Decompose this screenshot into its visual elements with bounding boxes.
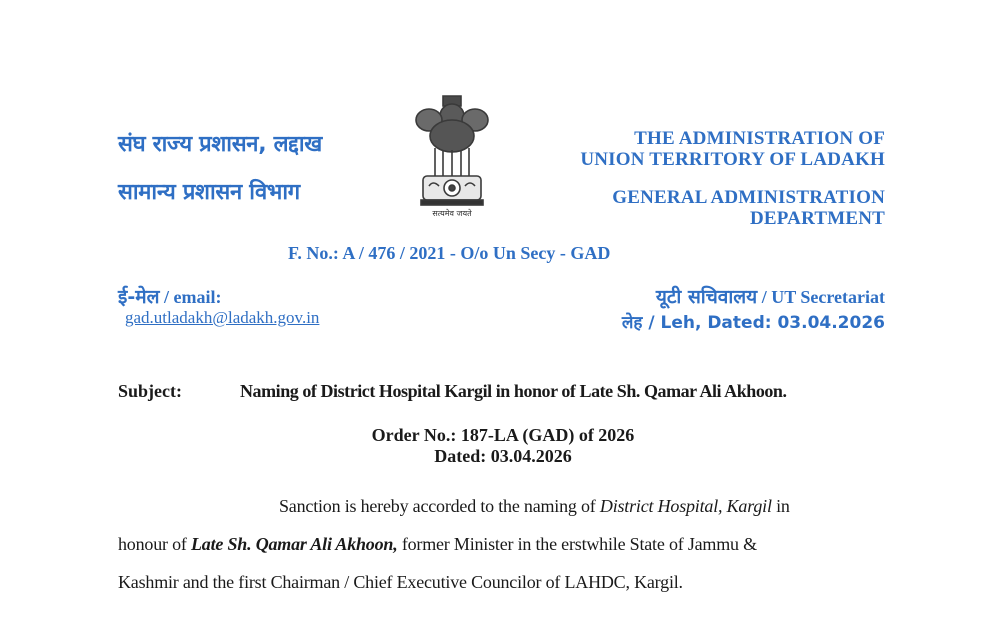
ashoka-emblem-icon — [407, 86, 497, 224]
body-text: Sanction is hereby accorded to the naming of — [279, 496, 600, 516]
place-dated-english: / Leh, Dated: 03.04.2026 — [642, 313, 885, 333]
hindi-administration-title: संघ राज्य प्रशासन, लद्दाख — [118, 132, 322, 157]
english-department-title — [612, 187, 885, 229]
english-title-line4: DEPARTMENT — [749, 208, 885, 229]
body-text: former Minister in the erstwhile State of Jammu & — [397, 534, 757, 554]
body-text: in — [771, 496, 790, 516]
place-hindi: लेह — [621, 313, 643, 333]
order-date: Dated: 03.04.2026 — [434, 446, 572, 466]
body-line-2 — [118, 534, 757, 555]
email-label-hindi: ई-मेल — [118, 286, 160, 308]
hospital-name: District Hospital, Kargil — [599, 496, 772, 516]
email-label-english: / email: — [159, 287, 222, 307]
subject-text: Naming of District Hospital Kargil in honor of Late Sh. Qamar Ali Akhoon. — [240, 381, 787, 401]
english-title-line1: THE ADMINISTRATION OF — [634, 128, 885, 149]
email-label — [118, 283, 221, 309]
english-title-line2: UNION TERRITORY OF LADAKH — [580, 149, 885, 170]
place-and-date — [622, 310, 885, 333]
subject-label: Subject: — [118, 381, 182, 401]
secretariat-address — [656, 283, 885, 309]
english-administration-title — [580, 128, 885, 170]
order-heading — [0, 425, 1006, 467]
file-number: F. No.: A / 476 / 2021 - O/o Un Secy - GAD — [288, 243, 611, 263]
body-line-3: Kashmir and the first Chairman / Chief Executive Councilor of LAHDC, Kargil. — [118, 572, 683, 592]
secretariat-hindi: यूटी सचिवालय — [655, 286, 758, 308]
hindi-department-title: सामान्य प्रशासन विभाग — [118, 180, 300, 205]
emblem-motto: सत्यमेव जयते — [432, 209, 472, 218]
honoree-name: Late Sh. Qamar Ali Akhoon, — [191, 534, 398, 554]
order-number: Order No.: 187-LA (GAD) of 2026 — [371, 425, 635, 445]
email-link[interactable]: gad.utladakh@ladakh.gov.in — [125, 308, 320, 327]
body-text: honour of — [118, 534, 191, 554]
secretariat-english: / UT Secretariat — [757, 287, 885, 307]
body-line-1 — [279, 496, 790, 517]
english-title-line3: GENERAL ADMINISTRATION — [612, 187, 885, 208]
